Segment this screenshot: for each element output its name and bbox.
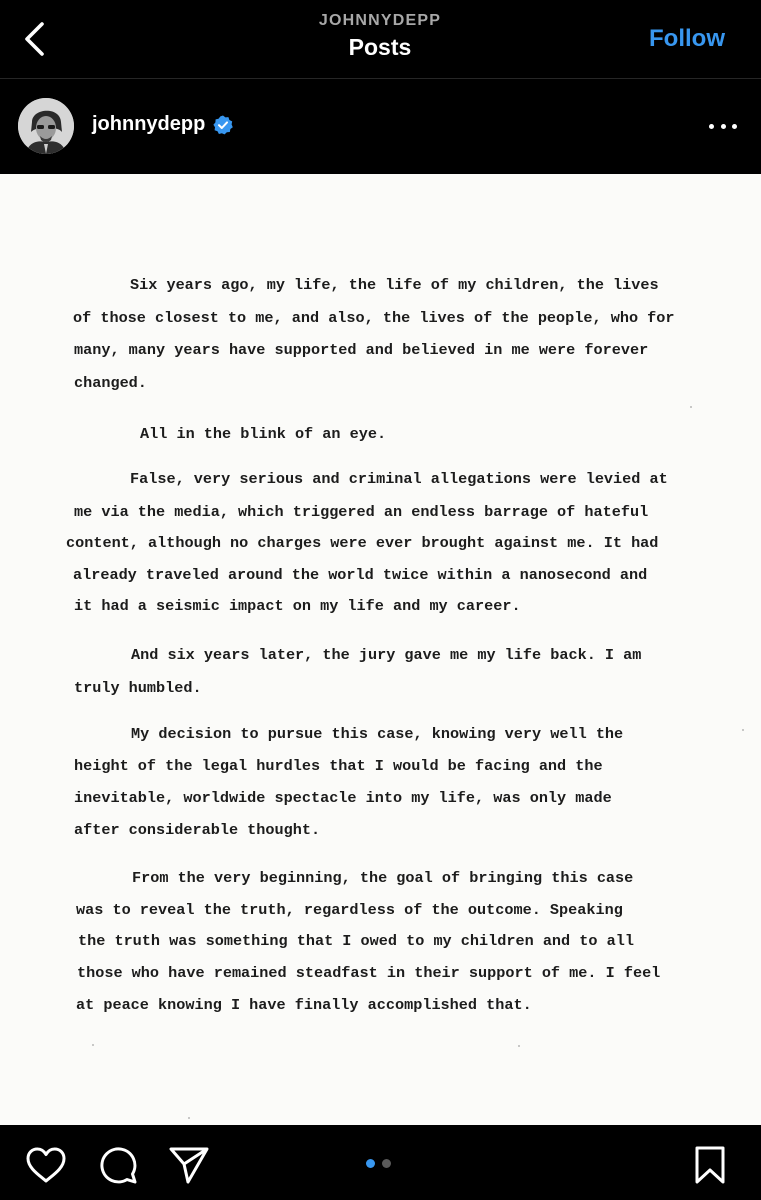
username-row [92,113,233,136]
letter-line: truly humbled. [74,679,202,697]
bookmark-icon [693,1145,727,1185]
letter-line: False, very serious and criminal allegations were levied at [130,470,668,488]
letter-line: those who have remained steadfast in their support of me. I feel [77,964,661,982]
nav-subtitle: JOHNNYDEPP [318,12,442,29]
more-options-button[interactable] [709,115,737,137]
carousel-dot [366,1159,375,1168]
letter-line: it had a seismic impact on my life and my career. [74,597,521,615]
verified-badge-icon [213,115,233,135]
avatar[interactable] [18,98,74,154]
paper-speck [92,1044,94,1046]
nav-title-group [180,12,580,61]
comment-button[interactable] [97,1145,139,1185]
heart-icon [25,1146,67,1184]
back-button[interactable] [14,16,54,62]
letter-line: And six years later, the jury gave me my life back. I am [131,646,642,664]
share-button[interactable] [168,1145,210,1185]
username[interactable]: johnnydepp [92,113,206,135]
letter-line: was to reveal the truth, regardless of the outcome. Speaking [76,901,623,919]
more-dot [721,124,726,129]
profile-photo [18,98,74,154]
carousel-dot [382,1159,391,1168]
comment-icon [98,1145,138,1185]
letter-line: already traveled around the world twice within a nanosecond and [73,566,648,584]
post-image-letter[interactable] [0,174,761,1125]
page-title: Posts [348,34,412,60]
letter-line: of those closest to me, and also, the lives of the people, who for [73,309,675,327]
top-nav-bar [0,0,761,79]
like-button[interactable] [25,1145,67,1185]
letter-line: My decision to pursue this case, knowing very well the [131,725,624,743]
letter-line: many, many years have supported and believed in me were forever [74,341,649,359]
letter-line: content, although no charges were ever brought against me. It had [66,534,659,552]
more-horizontal-icon [709,124,714,129]
letter-line: inevitable, worldwide spectacle into my life, was only made [74,789,612,807]
carousel-indicator [366,1159,391,1168]
more-dot [732,124,737,129]
letter-line: From the very beginning, the goal of bringing this case [132,869,634,887]
follow-button[interactable]: Follow [649,25,725,52]
paper-speck [188,1117,190,1119]
paper-speck [518,1045,520,1047]
letter-line: me via the media, which triggered an endless barrage of hateful [74,503,649,521]
letter-line: after considerable thought. [74,821,321,839]
letter-line: Six years ago, my life, the life of my children, the lives [130,276,659,294]
letter-line: the truth was something that I owed to my children and to all [78,932,634,950]
letter-line: height of the legal hurdles that I would be facing and the [74,757,603,775]
letter-line: at peace knowing I have finally accomplished that. [76,996,532,1014]
send-icon [168,1145,210,1185]
chevron-left-icon [23,21,45,57]
save-button[interactable] [689,1145,731,1185]
letter-line: All in the blink of an eye. [140,425,387,443]
post-header [0,79,761,174]
post-action-bar [0,1125,761,1200]
letter-line: changed. [74,374,147,392]
paper-speck [742,729,744,731]
paper-speck [690,406,692,408]
